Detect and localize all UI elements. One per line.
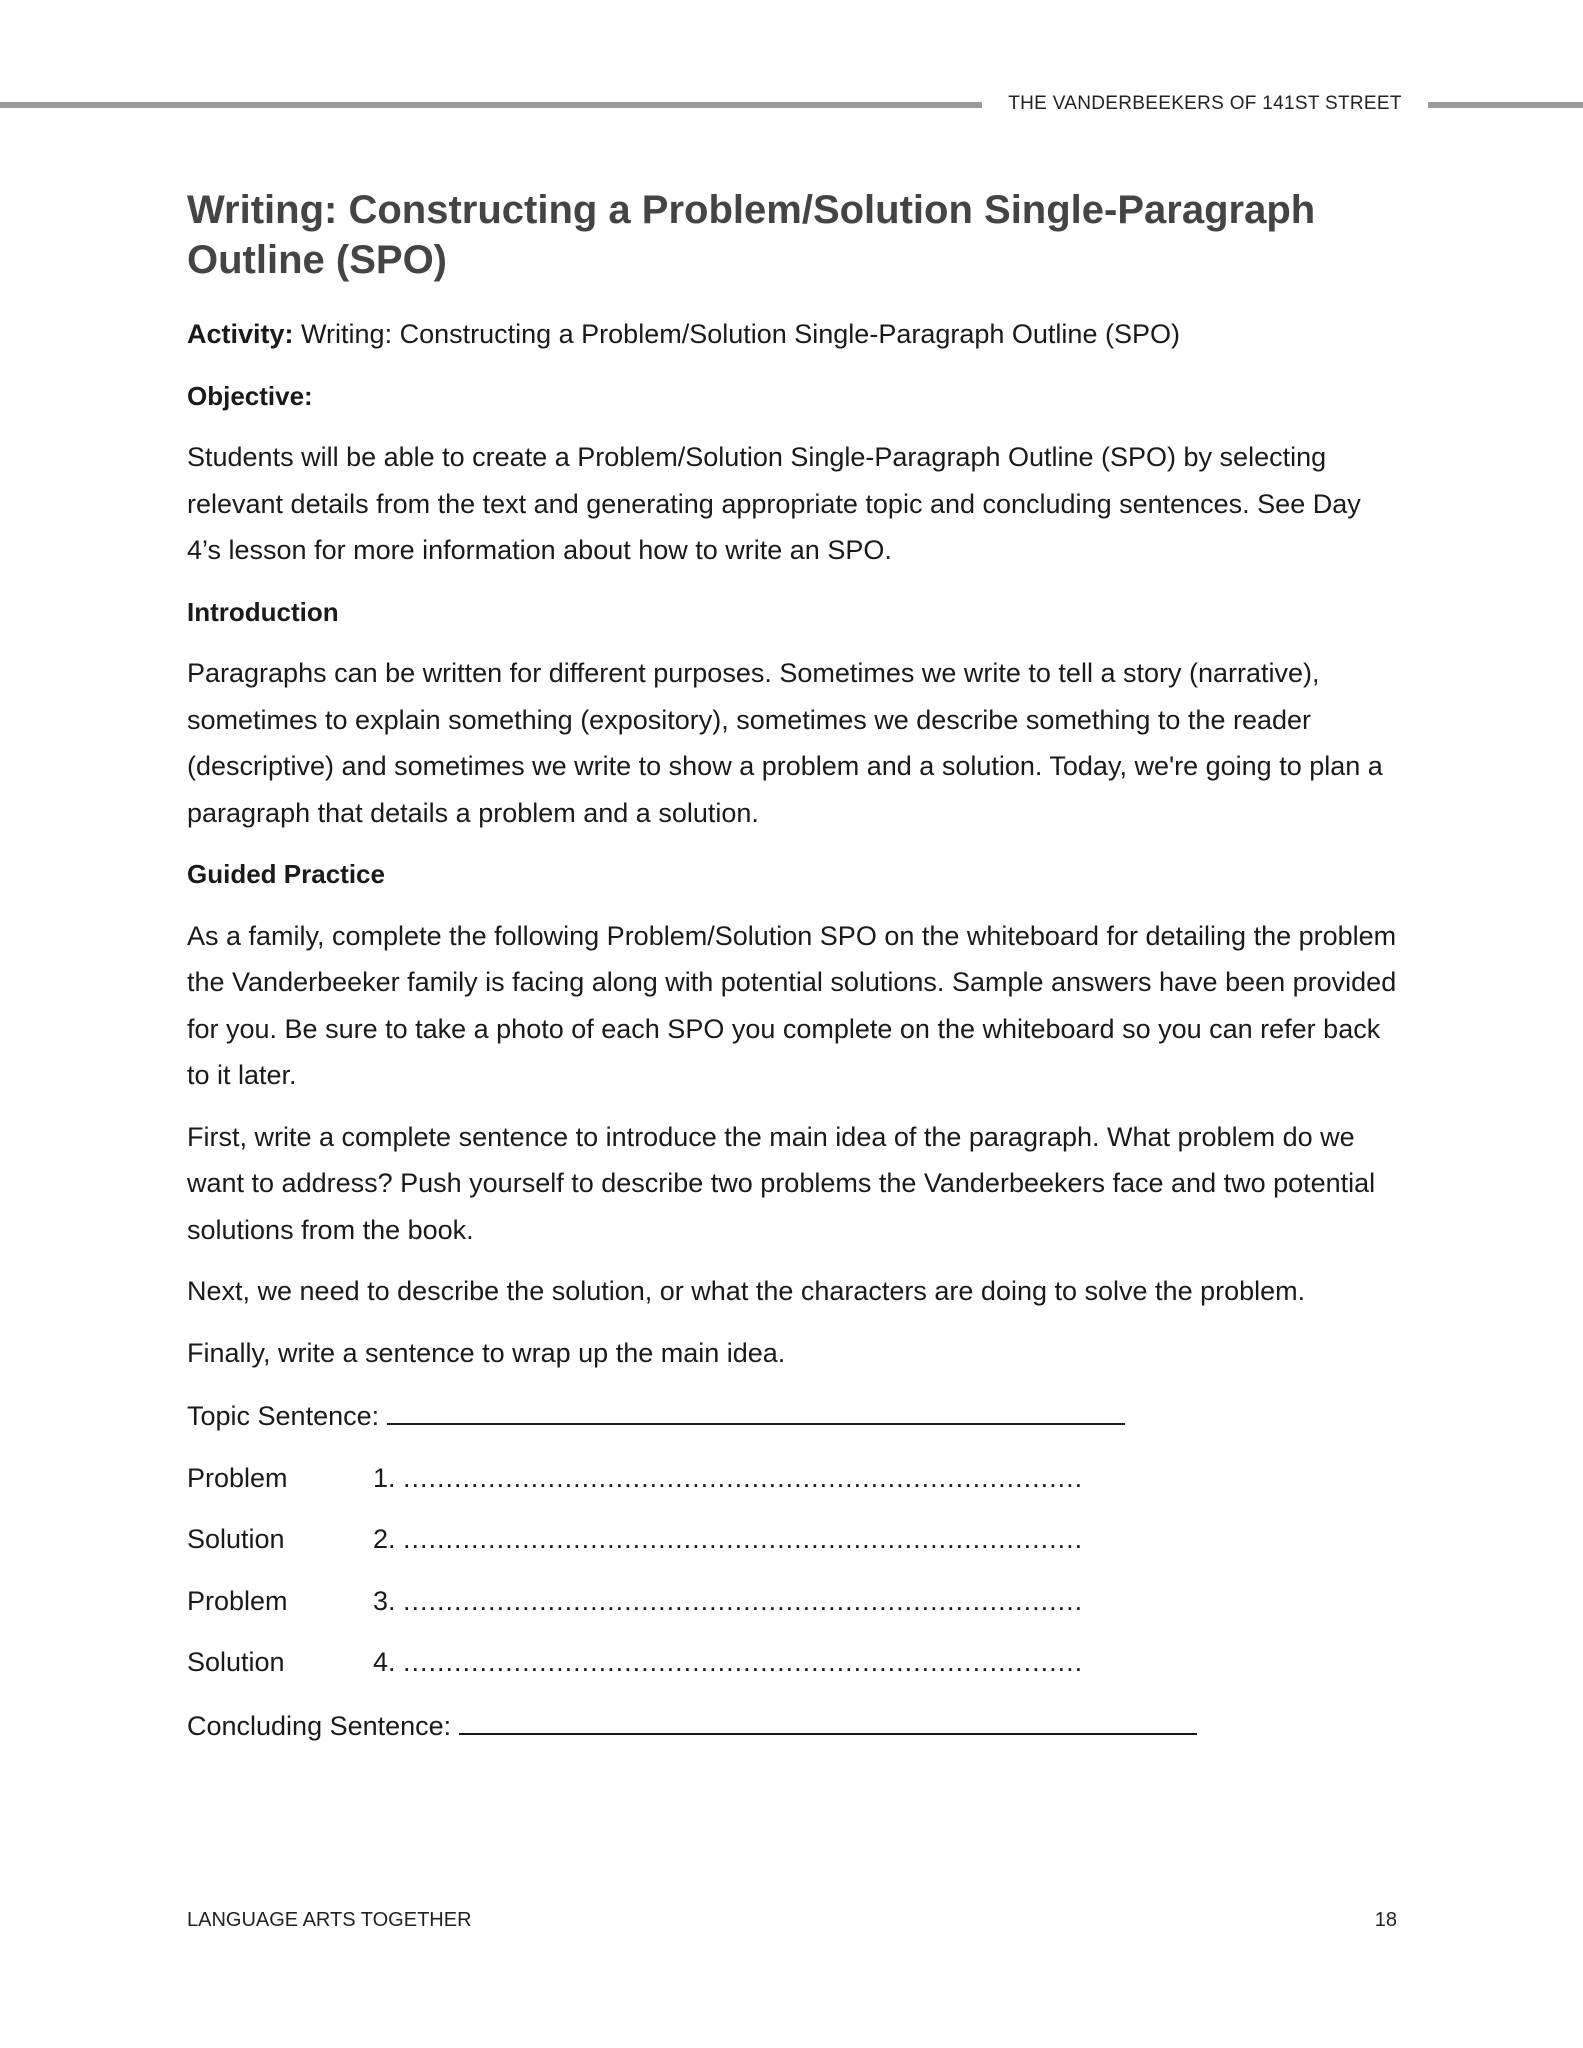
spo-row-label: Solution: [187, 1647, 285, 1677]
activity-label: Activity:: [187, 319, 294, 349]
spo-row: [187, 1578, 1397, 1625]
header-rule-right: [1428, 102, 1583, 108]
spo-row: [187, 1455, 1397, 1502]
guided-practice-paragraph: Next, we need to describe the solution, or what the characters are doing to solve the problem.: [187, 1276, 1306, 1306]
guided-practice-paragraph: As a family, complete the following Problem/Solution SPO on the whiteboard for detailing the problem the Vanderbeeker family is facing along with potential solutions. Sample answers have been provided for you. Be sure to take a photo of each SPO you complete on the whiteboard so you can refer back to it later.: [187, 920, 1397, 1090]
spo-row: [187, 1516, 1397, 1563]
spo-row-number: 4.: [373, 1647, 396, 1677]
spo-row-blank[interactable]: ................................................................................: [403, 1524, 1084, 1554]
spo-row: [187, 1639, 1397, 1686]
page-title: Writing: Constructing a Problem/Solution Single-Paragraph Outline (SPO): [187, 188, 1316, 282]
spo-row-number: 2.: [373, 1524, 396, 1554]
topic-sentence-row: [187, 1391, 1397, 1440]
spo-row-label: Problem: [187, 1462, 288, 1493]
spo-row-label: Problem: [187, 1585, 288, 1616]
guided-practice-paragraph: First, write a complete sentence to introduce the main idea of the paragraph. What problem do we want to address? Push yourself to describe two problems the Vanderbeekers face and two potential solutions from the book.: [187, 1121, 1376, 1245]
introduction-heading: Introduction: [187, 596, 339, 627]
activity-line: [187, 311, 1397, 358]
footer-book-title: LANGUAGE ARTS TOGETHER: [187, 1909, 472, 1931]
topic-sentence-label: Topic Sentence:: [187, 1401, 380, 1431]
guided-practice-paragraph: Finally, write a sentence to wrap up the main idea.: [187, 1337, 786, 1368]
objective-text: Students will be able to create a Problem/Solution Single-Paragraph Outline (SPO) by selecting relevant details from the text and generating appropriate topic and concluding sentences. See Day 4’s lesson for more information about how to write an SPO.: [187, 442, 1361, 565]
spo-row-blank[interactable]: ................................................................................: [403, 1647, 1084, 1677]
activity-text: Writing: Constructing a Problem/Solution Single-Paragraph Outline (SPO): [301, 319, 1180, 349]
spo-row-number: 3.: [373, 1585, 396, 1616]
spo-row-blank[interactable]: ................................................................................: [403, 1585, 1084, 1616]
page-number: 18: [1374, 1909, 1397, 1931]
introduction-text: Paragraphs can be written for different purposes. Sometimes we write to tell a story (narrative), sometimes to explain something (expository), sometimes we describe something to the reader (descriptive) and sometimes we write to show a problem and a solution. Today, we're going to plan a paragraph that details a problem and a solution.: [187, 658, 1383, 828]
spo-row-blank[interactable]: ................................................................................: [403, 1462, 1084, 1493]
spo-row-number: 1.: [373, 1462, 396, 1493]
topic-sentence-blank[interactable]: [387, 1391, 1125, 1425]
concluding-sentence-row: [187, 1701, 1397, 1750]
spo-row-label: Solution: [187, 1524, 285, 1554]
concluding-sentence-label: Concluding Sentence:: [187, 1710, 452, 1741]
header-rule-left: [0, 102, 982, 108]
page-content: [187, 185, 1397, 1764]
objective-heading: Objective:: [187, 380, 313, 411]
concluding-sentence-blank[interactable]: [459, 1701, 1197, 1735]
guided-practice-heading: Guided Practice: [187, 859, 385, 889]
running-header: THE VANDERBEEKERS OF 141ST STREET: [1008, 93, 1402, 114]
